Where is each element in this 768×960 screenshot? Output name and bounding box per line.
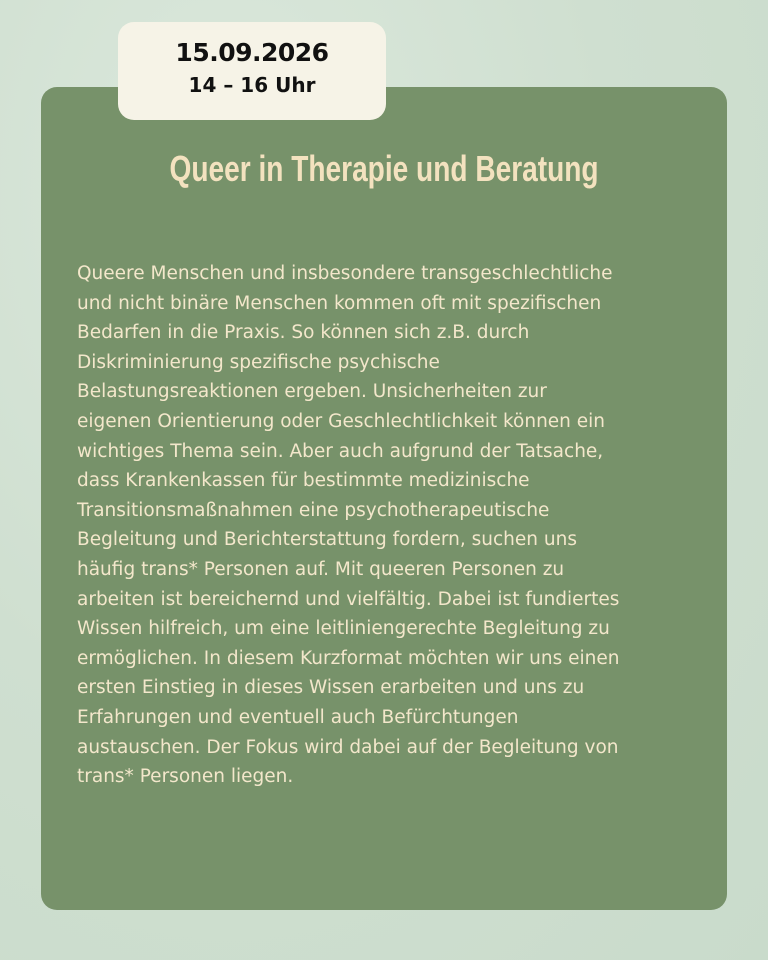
description-line: Begleitung und Berichterstattung fordern, suchen uns	[77, 529, 577, 551]
event-date: 15.09.2026	[175, 38, 329, 67]
description-line: wichtiges Thema sein. Aber auch aufgrund der Tatsache,	[77, 440, 604, 462]
event-description	[77, 259, 717, 792]
description-line: Bedarfen in die Praxis. So können sich z.B. durch	[77, 322, 530, 344]
description-line: ermöglichen. In diesem Kurzformat möchten wir uns einen	[77, 647, 620, 669]
description-line: dass Krankenkassen für bestimmte medizinische	[77, 470, 530, 492]
description-line: Wissen hilfreich, um eine leitliniengerechte Begleitung zu	[77, 618, 610, 640]
description-line: Diskriminierung spezifische psychische	[77, 351, 440, 373]
description-line: und nicht binäre Menschen kommen oft mit spezifischen	[77, 292, 602, 314]
description-line: Queere Menschen und insbesondere transgeschlechtliche	[77, 263, 613, 284]
description-line: Erfahrungen und eventuell auch Befürchtungen	[77, 706, 519, 728]
event-title	[0, 148, 768, 190]
description-line: Belastungsreaktionen ergeben. Unsicherheiten zur	[77, 381, 547, 403]
description-line: eigenen Orientierung oder Geschlechtlichkeit können ein	[77, 410, 606, 432]
description-line: arbeiten ist bereichernd und vielfältig. Dabei ist fundiertes	[77, 588, 620, 610]
description-line: trans* Personen liegen.	[77, 766, 294, 788]
description-line: ersten Einstieg in dieses Wissen erarbeiten und uns zu	[77, 677, 585, 699]
event-time: 14 – 16 Uhr	[188, 73, 316, 97]
description-line: austauschen. Der Fokus wird dabei auf der Begleitung von	[77, 736, 619, 758]
date-badge	[118, 22, 386, 120]
description-line: häufig trans* Personen auf. Mit queeren Personen zu	[77, 558, 565, 580]
description-line: Transitionsmaßnahmen eine psychotherapeutische	[77, 499, 550, 521]
event-title-text: Queer in Therapie und Beratung	[169, 148, 599, 189]
